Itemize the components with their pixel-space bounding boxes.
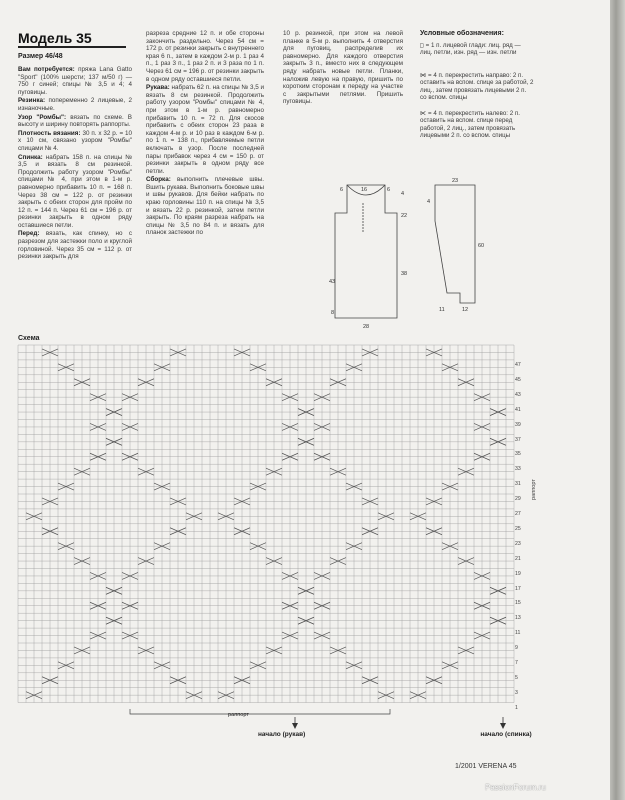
row-number: 25: [515, 525, 521, 532]
col1-paragraph: [18, 230, 132, 260]
row-number: 21: [515, 555, 521, 562]
front-bottom: 28: [363, 324, 370, 330]
front-top-3: 6: [387, 187, 391, 193]
col1-paragraph: [18, 97, 132, 112]
rapport-horizontal-label: раппорт: [228, 712, 249, 718]
row-number: 43: [515, 391, 521, 398]
paragraph-heading: Узор "Ромбы":: [18, 113, 67, 121]
sleeve-outline: [435, 185, 475, 303]
col2-paragraph: [146, 176, 264, 237]
col2-paragraph: [146, 84, 264, 175]
paragraph-text: пряжа Lana Gatto "Sport" (100% шерсти; 137 м/50 г) — 750 г синей; спицы № 3,5 и 4; 4 пуговицы.: [18, 66, 133, 96]
paragraph-text: попеременно 2 лицевые, 2 изнаночные.: [18, 97, 132, 112]
front-right-2: 22: [401, 213, 408, 219]
legend-title: Условные обозначения:: [420, 30, 504, 37]
row-number: 15: [515, 600, 521, 607]
paragraph-heading: Вам потребуется:: [18, 66, 75, 73]
paragraph-heading: Спинка:: [18, 153, 43, 161]
watermark: PassionForum.ru: [485, 783, 546, 792]
legend-symbol-icon: □: [420, 42, 424, 49]
title-rule: [18, 46, 126, 48]
paragraph-text: разреза средние 12 п. и обе стороны закончить раздельно. Через 54 см = 172 р. от резинки закрыть с внутреннего края 6 п., затем в каждом 2-м р. 1 раз 4 п., 1 раз 3 п., 1 раз 2 п. и 3 раза по 1 п. Через 61 см = 196 р. от резинки закрыть в одном ряду оставшиеся петли.: [146, 30, 264, 83]
sleeve-side: 4: [427, 199, 431, 205]
paragraph-heading: Рукава:: [146, 84, 170, 92]
sleeve-right: 60: [478, 243, 485, 249]
row-number: 33: [515, 466, 521, 473]
sleeve-bottom-1: 11: [439, 307, 445, 313]
garment-pattern: [329, 178, 535, 333]
row-number: 47: [515, 362, 521, 368]
schema-label: Схема: [18, 335, 40, 342]
row-number: 29: [515, 496, 521, 503]
start-sleeve-label: начало (рукав): [258, 731, 306, 738]
col3-paragraph: [283, 30, 403, 106]
legend-item: [420, 110, 534, 140]
paragraph-text: вязать по схеме. В высоту и ширину повторять раппорты.: [18, 113, 132, 129]
paragraph-heading: Сборка:: [146, 176, 171, 184]
legend-text: = 1 п. лицевой глади: лиц. ряд — лиц. петли, изн. ряд — изн. петли: [420, 42, 521, 57]
start-back-label: начало (спинка): [480, 731, 532, 738]
knitting-chart: [18, 345, 514, 703]
row-number: 7: [515, 660, 518, 666]
legend-text: = 4 п. перекрестить направо: 2 п. оставить на вспом. спице за работой, 2 лиц., затем провязать лицевыми 2 п. со вспом. спицы: [420, 72, 534, 102]
row-number: 3: [515, 689, 518, 696]
sleeve-top: 23: [452, 178, 459, 184]
paragraph-heading: Резинка:: [18, 97, 46, 105]
front-right-1: 4: [401, 191, 405, 197]
size-label: Размер 46/48: [18, 53, 63, 60]
row-number: 17: [515, 585, 521, 592]
paragraph-text: 10 р. резинкой, при этом на левой планке в 5-м р. выполнить 4 отверстия для пуговиц, распределив их равномерно. Для каждого отверстия закрыть 3 п., вместо них в следующем ряду набрать новые петли. Планки, наложив левую на правую, пришить по коротким сторонам к переду на участке с закрытыми петлями. Пришить пуговицы.: [283, 30, 403, 106]
page-title: Модель 35: [18, 30, 92, 46]
row-number: 41: [515, 406, 521, 413]
instructions-column-2: [146, 30, 264, 238]
front-right-3: 38: [401, 271, 408, 277]
col1-paragraph: [18, 66, 132, 96]
instructions-column-3: [283, 30, 403, 107]
legend-symbol-icon: ⋉: [420, 110, 426, 117]
page-footer: 1/2001 VERENA 45: [455, 763, 517, 770]
rapport-vertical-label: раппорт: [531, 479, 537, 500]
row-number: 5: [515, 674, 518, 681]
row-number: 45: [515, 376, 521, 383]
paragraph-text: 30 п. х 32 р. = 10 х 10 см, связано узором "Ромбы" спицами № 4.: [18, 129, 132, 152]
page-edge: [610, 0, 625, 800]
row-number: 27: [515, 511, 521, 517]
col1-paragraph: [18, 154, 132, 230]
front-outline: [335, 185, 397, 318]
row-number: 23: [515, 540, 521, 547]
front-top-2: 16: [361, 187, 368, 193]
row-number: 11: [515, 630, 521, 637]
sleeve-bottom-2: 12: [462, 307, 469, 313]
front-left-2: 8: [331, 310, 335, 316]
paragraph-text: набрать 158 п. на спицы № 3,5 и вязать 8 см резинкой. Продолжить работу узором "Ромбы" спицами № 4, при этом в 1-м р. равномерно прибавить 10 п. = 168 п. Через 38 см = 122 р. от резинки закрыть с обеих сторон для пройм по 12 п. = 144 п. Через 61 см = 196 р. от резинки закрыть в одном ряду оставшиеся петли.: [18, 153, 132, 229]
row-number: 37: [515, 436, 521, 443]
front-top-1: 6: [340, 187, 344, 193]
row-number: 9: [515, 645, 518, 652]
col2-paragraph: [146, 30, 264, 83]
col1-paragraph: [18, 130, 132, 153]
paragraph-text: вязать, как спинку, но с разрезом для застежки поло и круглой горловиной. Через 35 см = 112 р. от резинки закрыть для: [18, 230, 133, 261]
paragraph-text: набрать 62 п. на спицы № 3,5 и вязать 8 см резинкой. Продолжить работу узором "Ромбы" спицами № 4, при этом в 1-м р. равномерно прибавить 10 п. = 72 п. Для скосов прибавить с обеих сторон 23 раза в каждом 4-м р. и 10 раз в каждом 6-м р. по 1 п. = 138 п., прибавляемые петли включать в узор. После последней пары прибавок через 4 см = 150 р. от резинки закрыть в одном ряду все петли.: [146, 84, 264, 175]
legend-text: = 4 п. перекрестить налево: 2 п. оставить на вспом. спице перед работой, 2 лиц., затем провязать лицевыми 2 п. со вспом. спицы: [420, 110, 520, 140]
row-number: 19: [515, 570, 521, 577]
legend-item: [420, 72, 534, 102]
chart-markers: [125, 707, 525, 742]
legend-symbol-icon: ⋈: [420, 72, 426, 79]
paragraph-heading: Перед:: [18, 230, 40, 238]
front-left-1: 43: [329, 279, 336, 285]
row-number: 35: [515, 451, 521, 458]
row-number: 1: [515, 704, 518, 711]
paragraph-text: выполнить плечевые швы. Вшить рукава. Выполнить боковые швы и швы рукавов. Для бейки набрать по краю горловины 110 п. на спицы № 3,5 и вязать 22 р. резинкой, затем петли закрыть. По краям разреза набрать на спицы № 3,5 по 84 п. и вязать для планок застежки по: [146, 176, 264, 237]
row-number: 13: [515, 615, 521, 622]
col1-paragraph: [18, 114, 132, 129]
instructions-column-1: [18, 66, 132, 262]
legend-item: [420, 42, 534, 57]
row-number: 31: [515, 481, 521, 488]
paragraph-heading: Плотность вязания:: [18, 129, 81, 137]
row-number: 39: [515, 421, 521, 428]
